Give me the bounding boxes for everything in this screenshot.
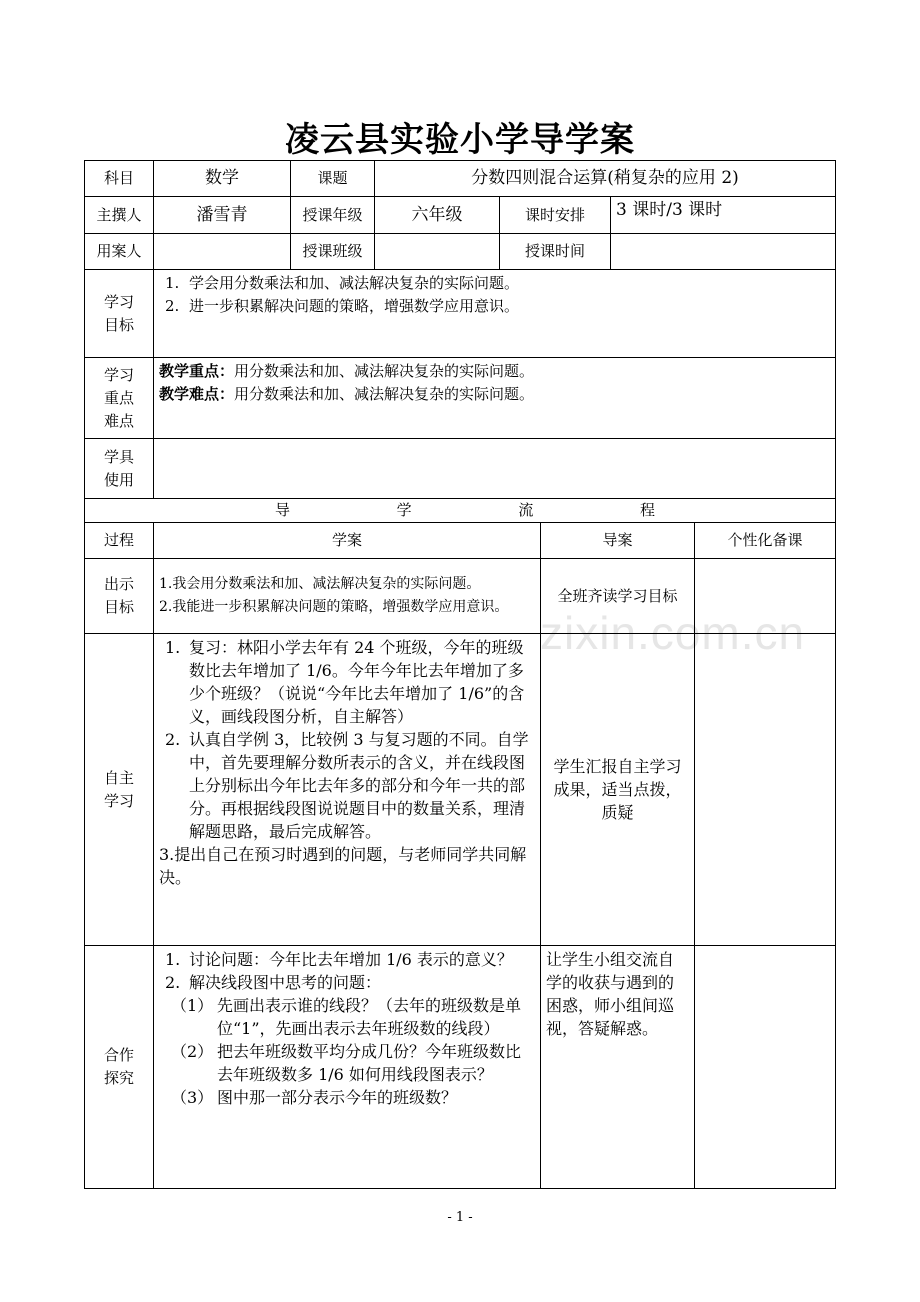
header-row-3 (85, 234, 836, 270)
class-label: 授课班级 (291, 234, 375, 270)
grade-value: 六年级 (375, 197, 500, 234)
header-row-2 (85, 197, 836, 234)
topic-value: 分数四则混合运算(稍复杂的应用 2) (375, 161, 836, 197)
self-study-list (159, 636, 535, 843)
topic-label: 课题 (291, 161, 375, 197)
tools-row (85, 439, 836, 499)
difficult-point: 教学难点：用分数乘法和加、减法解决复杂的实际问题。 (159, 385, 535, 403)
self-study-item-3: 3.提出自己在预习时遇到的问题，与老师同学共同解决。 (159, 845, 527, 887)
coop-row (85, 946, 836, 1189)
show-goals-row (85, 559, 836, 634)
header-row-1 (85, 161, 836, 197)
time-value (611, 234, 836, 270)
show-goals-personal (695, 559, 836, 634)
coop-guide: 让学生小组交流自学的收获与遇到的困惑，师小组间巡视，答疑解惑。 (541, 946, 695, 1189)
coop-label: 合作 探究 (85, 946, 154, 1189)
goal-item: 2. 进一步积累解决问题的策略，增强数学应用意识。 (165, 297, 520, 315)
coop-personal (695, 946, 836, 1189)
goals-row (85, 270, 836, 358)
document-title: 凌云县实验小学导学案 (285, 120, 635, 160)
coop-sub-item: （2） 把去年班级数平均分成几份？今年班级数比去年班级数多 1/6 如何用线段图表示？ (171, 1042, 522, 1084)
column-personal: 个性化备课 (695, 523, 836, 559)
page-number: - 1 - (447, 1210, 473, 1225)
user-label: 用案人 (85, 234, 154, 270)
self-study-item: 1. 复习：林阳小学去年有 24 个班级，今年的班级数比去年增加了 1/6。今年今年比去年增加了多少个班级？（说说“今年比去年增加了 1/6”的含义，画线段图分析，自主解答） (165, 638, 525, 726)
coop-item: 2. 解决线段图中思考的问题： (165, 973, 382, 992)
goals-label: 学习 目标 (85, 270, 154, 358)
self-study-label: 自主 学习 (85, 634, 154, 946)
coop-sub-item: （3） 图中那一部分表示今年的班级数？ (171, 1088, 458, 1107)
self-study-content (154, 634, 541, 946)
coop-content (154, 946, 541, 1189)
author-label: 主撰人 (85, 197, 154, 234)
keypoints-row (85, 358, 836, 439)
watermark: zixin.com.cn (540, 607, 806, 659)
key-point: 教学重点：用分数乘法和加、减法解决复杂的实际问题。 (159, 362, 535, 380)
coop-item: 1. 讨论问题：今年比去年增加 1/6 表示的意义？ (165, 950, 513, 969)
flow-heading: 导 学 流 程 (85, 499, 836, 523)
keypoints-content (154, 358, 836, 439)
tools-value (154, 439, 836, 499)
user-value (154, 234, 291, 270)
self-study-personal (695, 634, 836, 946)
time-label: 授课时间 (500, 234, 611, 270)
column-study: 学案 (154, 523, 541, 559)
author-value: 潘雪青 (154, 197, 291, 234)
show-goals-content: 1.我会用分数乘法和加、减法解决复杂的实际问题。 2.我能进一步积累解决问题的策略，增强数学应用意识。 (154, 559, 541, 634)
schedule-value: 3 课时/3 课时 (611, 197, 836, 234)
column-guide: 导案 (541, 523, 695, 559)
self-study-row (85, 634, 836, 946)
show-goals-guide: 全班齐读学习目标 (541, 559, 695, 634)
coop-list (159, 948, 535, 994)
self-study-item: 2. 认真自学例 3，比较例 3 与复习题的不同。自学中，首先要理解分数所表示的含义，并在线段图上分别标出今年比去年多的部分和今年一共的部分。再根据线段图说说题目中的数量关系，理清解题思路，最后完成解答。 (165, 730, 529, 841)
grade-label: 授课年级 (291, 197, 375, 234)
schedule-label: 课时安排 (500, 197, 611, 234)
lesson-plan-table (84, 160, 836, 1189)
goals-content (154, 270, 836, 358)
goal-item: 1. 学会用分数乘法和加、减法解决复杂的实际问题。 (165, 274, 520, 292)
keypoints-label: 学习 重点 难点 (85, 358, 154, 439)
show-goals-label: 出示 目标 (85, 559, 154, 634)
columns-row (85, 523, 836, 559)
tools-label: 学具 使用 (85, 439, 154, 499)
goals-list (159, 272, 830, 318)
column-process: 过程 (85, 523, 154, 559)
self-study-guide: 学生汇报自主学习成果，适当点拨，质疑 (541, 634, 695, 946)
subject-value: 数学 (154, 161, 291, 197)
flow-row (85, 499, 836, 523)
coop-sub-item: （1） 先画出表示谁的线段？（去年的班级数是单位“1”，先画出表示去年班级数的线段） (171, 996, 522, 1038)
class-value (375, 234, 500, 270)
subject-label: 科目 (85, 161, 154, 197)
